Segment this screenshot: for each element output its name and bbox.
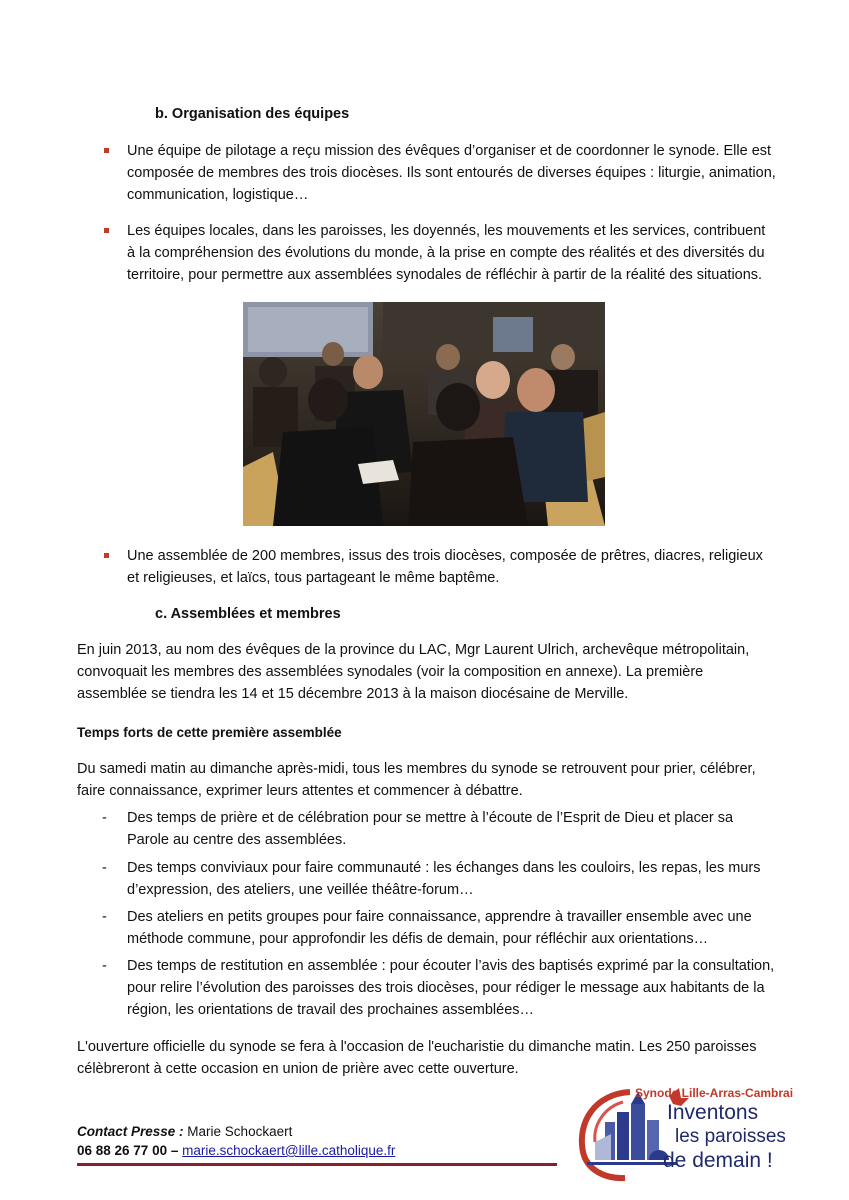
dash-marker: - xyxy=(102,810,107,826)
logo-line3: de demain ! xyxy=(663,1149,773,1172)
logo-top-text: Synode Lille-Arras-Cambrai xyxy=(635,1086,794,1100)
subheading: Temps forts de cette première assemblée xyxy=(77,725,342,740)
contact-name: Marie Schockaert xyxy=(183,1124,293,1139)
intro-paragraph: En juin 2013, au nom des évêques de la province du LAC, Mgr Laurent Ulrich, archevêque métropolitain, convoquait les membres des assemblées synodales (voir la composition en annexe). La première assemblée se tiendra les 14 et 15 décembre 2013 à la maison diocésaine de Merville. xyxy=(77,642,750,702)
synode-logo xyxy=(575,1082,815,1182)
logo-line2: les paroisses xyxy=(675,1126,786,1147)
dash-item: Des temps conviviaux pour faire communauté : les échanges dans les couloirs, les repas, les murs d’expression, des ateliers, une veillée théâtre-forum… xyxy=(127,860,761,898)
assembly-photo xyxy=(243,302,605,526)
email-link[interactable]: marie.schockaert@lille.catholique.fr xyxy=(182,1143,396,1158)
bullet-marker xyxy=(104,148,109,153)
bullet-text: Une assemblée de 200 membres, issus des trois diocèses, composée de prêtres, diacres, religieux et religieuses, et laïcs, tous partageant le même baptême. xyxy=(127,548,763,586)
bullet-marker xyxy=(104,553,109,558)
section-heading-b: b. Organisation des équipes xyxy=(155,106,350,122)
bullet-text: Une équipe de pilotage a reçu mission des évêques d’organiser et de coordonner le synode. Elle est composée de membres des trois diocèses. Ils sont entourés de diverses équipes : liturgie, animation, communication, logistique… xyxy=(127,143,776,203)
dash-marker: - xyxy=(102,909,107,925)
dash-marker: - xyxy=(102,958,107,974)
phone-line xyxy=(77,1140,395,1162)
section-heading-c: c. Assemblées et membres xyxy=(155,606,341,622)
dash-item: Des ateliers en petits groupes pour faire connaissance, apprendre à travailler ensemble avec une méthode commune, pour approfondir les défis de demain, pour réfléchir aux orientations… xyxy=(127,909,752,947)
closing-paragraph: L'ouverture officielle du synode se fera à l'occasion de l'eucharistie du dimanche matin. Les 250 paroisses célèbreront à cette occasion en union de prière avec cette ouverture. xyxy=(77,1039,757,1077)
dash-marker: - xyxy=(102,860,107,876)
phone-number: 06 88 26 77 00 – xyxy=(77,1143,183,1158)
footer-rule xyxy=(77,1163,557,1166)
dash-item: Des temps de prière et de célébration pour se mettre à l’écoute de l’Esprit de Dieu et placer sa Parole au centre des assemblées. xyxy=(127,810,734,848)
bullet-text: Les équipes locales, dans les paroisses, les doyennés, les mouvements et les services, contribuent à la compréhension des évolutions du monde, à la prise en compte des réalités et des diversités du territoire, pour permettre aux assemblées synodales de réfléchir à partir de la réalité des situations. xyxy=(127,223,766,283)
weekend-paragraph: Du samedi matin au dimanche après-midi, tous les membres du synode se retrouvent pour prier, célébrer, faire connaissance, exprimer leurs attentes et commencer à débattre. xyxy=(77,761,756,799)
bullet-marker xyxy=(104,228,109,233)
contact-label: Contact Presse : xyxy=(77,1124,184,1139)
logo-line1: Inventons xyxy=(667,1101,759,1124)
dash-item: Des temps de restitution en assemblée : pour écouter l’avis des baptisés exprimé par la consultation, pour relire l’évolution des paroisses des trois diocèses, pour rédiger le message aux habitants de la région, les orientations de travail des prochaines assemblées… xyxy=(127,958,775,1018)
